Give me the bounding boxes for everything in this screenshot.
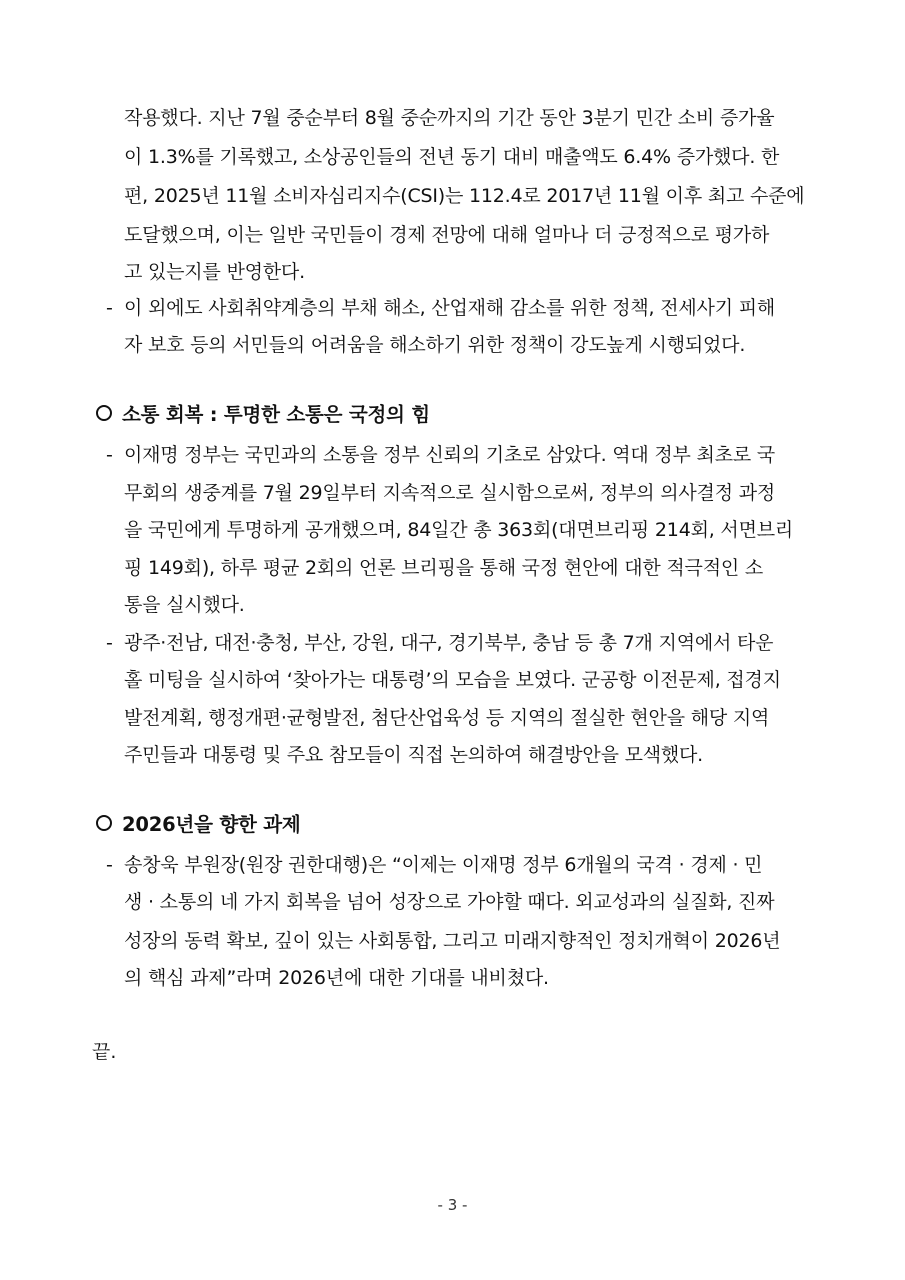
text-line: 을 국민에게 투명하게 공개했으며, 84일간 총 363회(대면브리핑 214회, 서면브리 (124, 519, 794, 541)
text-line: 무회의 생중계를 7월 29일부터 지속적으로 실시함으로써, 정부의 의사결정 과정 (124, 482, 775, 504)
text-line: 통을 실시했다. (124, 594, 245, 616)
bullet-first-line (106, 296, 775, 320)
text-line: 핑 149회), 하루 평균 2회의 언론 브리핑을 통해 국정 현안에 대한 적극적인 소 (124, 557, 763, 579)
bullet-first-line (106, 631, 773, 655)
text-line: 송창욱 부원장(원장 권한대행)은 “이제는 이재명 정부 6개월의 국격 · 경제 · 민 (124, 854, 763, 876)
text-line: 작용했다. 지난 7월 중순부터 8월 중순까지의 기간 동안 3분기 민간 소비 증가율 (124, 107, 775, 129)
text-line: 이 1.3%를 기록했고, 소상공인들의 전년 동기 대비 매출액도 6.4% 증가했다. 한 (124, 146, 780, 168)
section-heading-text: 2026년을 향한 과제 (122, 813, 301, 836)
text-line: 발전계획, 행정개편·균형발전, 첨단산업육성 등 지역의 절실한 현안을 해당 지역 (124, 707, 770, 729)
bullet-dash: - (106, 297, 113, 319)
bullet-dash: - (106, 632, 113, 654)
section-heading (96, 402, 430, 428)
text-line: 이 외에도 사회취약계층의 부채 해소, 산업재해 감소를 위한 정책, 전세사기 피해 (124, 297, 776, 319)
text-line: 광주·전남, 대전·충청, 부산, 강원, 대구, 경기북부, 충남 등 총 7개 지역에서 타운 (124, 632, 774, 654)
bullet-dash: - (106, 444, 113, 466)
bullet-first-line (106, 443, 775, 467)
section-heading (96, 812, 300, 838)
hollow-circle-icon (96, 405, 112, 421)
text-line: 편, 2025년 11월 소비자심리지수(CSI)는 112.4로 2017년 11월 이후 최고 수준에 (124, 185, 805, 207)
end-mark: 끝. (92, 1041, 117, 1063)
text-line: 도달했으며, 이는 일반 국민들이 경제 전망에 대해 얼마나 더 긍정적으로 평가하 (124, 224, 770, 246)
text-line: 주민들과 대통령 및 주요 참모들이 직접 논의하여 해결방안을 모색했다. (124, 744, 704, 766)
text-line: 이재명 정부는 국민과의 소통을 정부 신뢰의 기초로 삼았다. 역대 정부 최초로 국 (124, 444, 776, 466)
text-line: 자 보호 등의 서민들의 어려움을 해소하기 위한 정책이 강도높게 시행되었다. (124, 334, 746, 356)
bullet-dash: - (106, 854, 113, 876)
hollow-circle-icon (96, 815, 112, 831)
text-line: 고 있는지를 반영한다. (124, 261, 305, 283)
text-line: 의 핵심 과제”라며 2026년에 대한 기대를 내비쳤다. (124, 967, 549, 989)
text-line: 성장의 동력 확보, 깊이 있는 사회통합, 그리고 미래지향적인 정치개혁이 2026년 (124, 930, 781, 952)
text-line: 홀 미팅을 실시하여 ‘찾아가는 대통령’의 모습을 보였다. 군공항 이전문제, 접경지 (124, 669, 781, 691)
section-heading-text: 소통 회복 : 투명한 소통은 국정의 힘 (122, 403, 431, 426)
page-number: - 3 - (437, 1196, 468, 1214)
bullet-first-line (106, 853, 762, 877)
text-line: 생 · 소통의 네 가지 회복을 넘어 성장으로 가야할 때다. 외교성과의 실질화, 진짜 (124, 891, 775, 913)
